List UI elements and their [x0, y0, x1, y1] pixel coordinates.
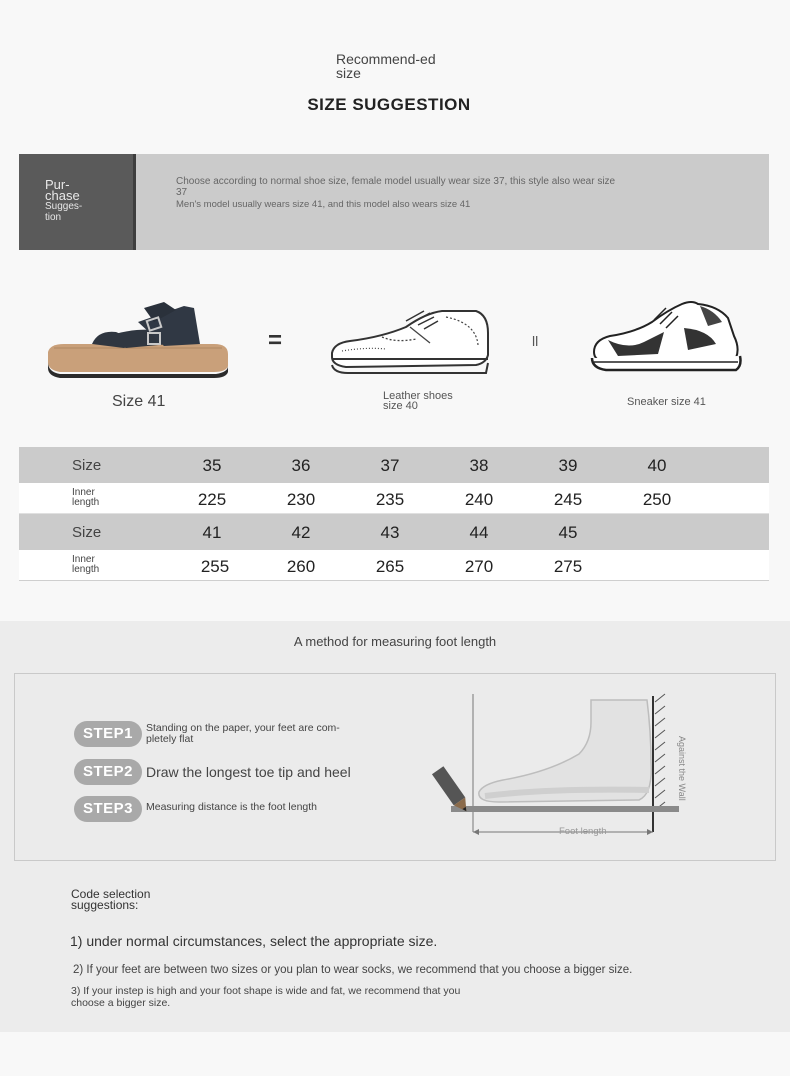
sneaker-image [588, 296, 744, 380]
purchase-suggestion-text [176, 176, 626, 210]
code-selection-title: Code selection suggestions: [71, 887, 151, 912]
purchase-suggestion-tab-label [45, 179, 115, 223]
foot-measurement-diagram [429, 692, 699, 852]
table-cell: 230 [286, 490, 316, 509]
recommended-size-label: Recommend-ed size [336, 51, 436, 81]
table-cell: 225 [197, 490, 227, 509]
table-row-sizes-1 [19, 447, 769, 483]
table-cell: 40 [647, 456, 667, 475]
inner-label-line-1: Inner [72, 554, 95, 565]
table-cell: 235 [375, 490, 405, 509]
measuring-section [0, 621, 790, 1032]
step2-text: Draw the longest toe tip and heel [146, 764, 351, 780]
step1-text: Standing on the paper, your feet are com-pletely flat [146, 722, 340, 745]
purchase-suggestion-tab [19, 154, 136, 250]
table-cell: 37 [380, 456, 400, 475]
step3-text: Measuring distance is the foot length [146, 801, 318, 813]
measuring-title: A method for measuring foot length [293, 634, 497, 649]
leather-shoe-size-label: Leather shoes size 40 [383, 390, 453, 412]
equals-sign-2: ll [532, 333, 539, 349]
inner-label-line-1: Inner [72, 487, 95, 498]
table-cell: 240 [464, 490, 494, 509]
size-row-label: Size [72, 457, 102, 474]
measuring-steps-box [14, 673, 776, 861]
table-cell: 44 [469, 523, 489, 542]
inner-label-line-2: length [72, 564, 100, 575]
suggestion-female: Choose according to normal shoe size, female model usually wear size 37, this style also wear size 37 [176, 176, 616, 198]
sandal-image [44, 300, 232, 384]
size-row-label: Size [72, 524, 102, 541]
table-cell: 42 [291, 523, 311, 542]
table-row-lengths-2 [19, 550, 769, 581]
sneaker-size-label: Sneaker size 41 [627, 396, 706, 408]
table-cell: 250 [642, 490, 672, 509]
table-row-lengths-1 [19, 483, 769, 514]
code-tip-3: 3) If your instep is high and your foot shape is wide and fat, we recommend that you choose a bigger size. [71, 985, 461, 1009]
table-cell: 265 [375, 557, 405, 576]
table-cell: 39 [558, 456, 578, 475]
inner-length-row-label [72, 488, 99, 508]
table-cell: 245 [553, 490, 583, 509]
table-cell: 43 [380, 523, 400, 542]
size-suggestion-title: SIZE SUGGESTION [307, 95, 471, 114]
table-cell: 38 [469, 456, 489, 475]
foot-length-label: Foot length [559, 826, 607, 837]
step3-badge: STEP3 [74, 796, 142, 822]
table-cell: 270 [464, 557, 494, 576]
tab-line-1: Pur- [45, 177, 70, 192]
table-cell: 36 [291, 456, 311, 475]
tab-line-3: Sugges- [45, 201, 83, 212]
table-cell: 255 [200, 557, 230, 576]
table-cell: 35 [202, 456, 222, 475]
table-row-sizes-2 [19, 514, 769, 550]
inner-length-row-label [72, 555, 99, 575]
table-cell: 41 [202, 523, 222, 542]
code-tip-2: 2) If your feet are between two sizes or you plan to wear socks, we recommend that you choose a bigger size. [73, 964, 633, 976]
tab-line-4: tion [45, 212, 62, 223]
tab-line-2: chase [45, 188, 80, 203]
inner-label-line-2: length [72, 497, 100, 508]
step1-badge: STEP1 [74, 721, 142, 747]
table-cell: 275 [553, 557, 583, 576]
sandal-size-label: Size 41 [112, 393, 166, 410]
wall-label: Against the Wall [677, 736, 687, 801]
leather-shoe-image [326, 303, 494, 377]
code-tip-1: 1) under normal circumstances, select the appropriate size. [70, 933, 438, 949]
table-cell: 260 [286, 557, 316, 576]
table-cell: 45 [558, 523, 578, 542]
equals-sign: = [268, 327, 283, 354]
suggestion-male: Men's model usually wears size 41, and this model also wears size 41 [176, 199, 471, 210]
size-table [19, 447, 769, 581]
step2-badge: STEP2 [74, 759, 142, 785]
purchase-suggestion-band [19, 154, 769, 250]
